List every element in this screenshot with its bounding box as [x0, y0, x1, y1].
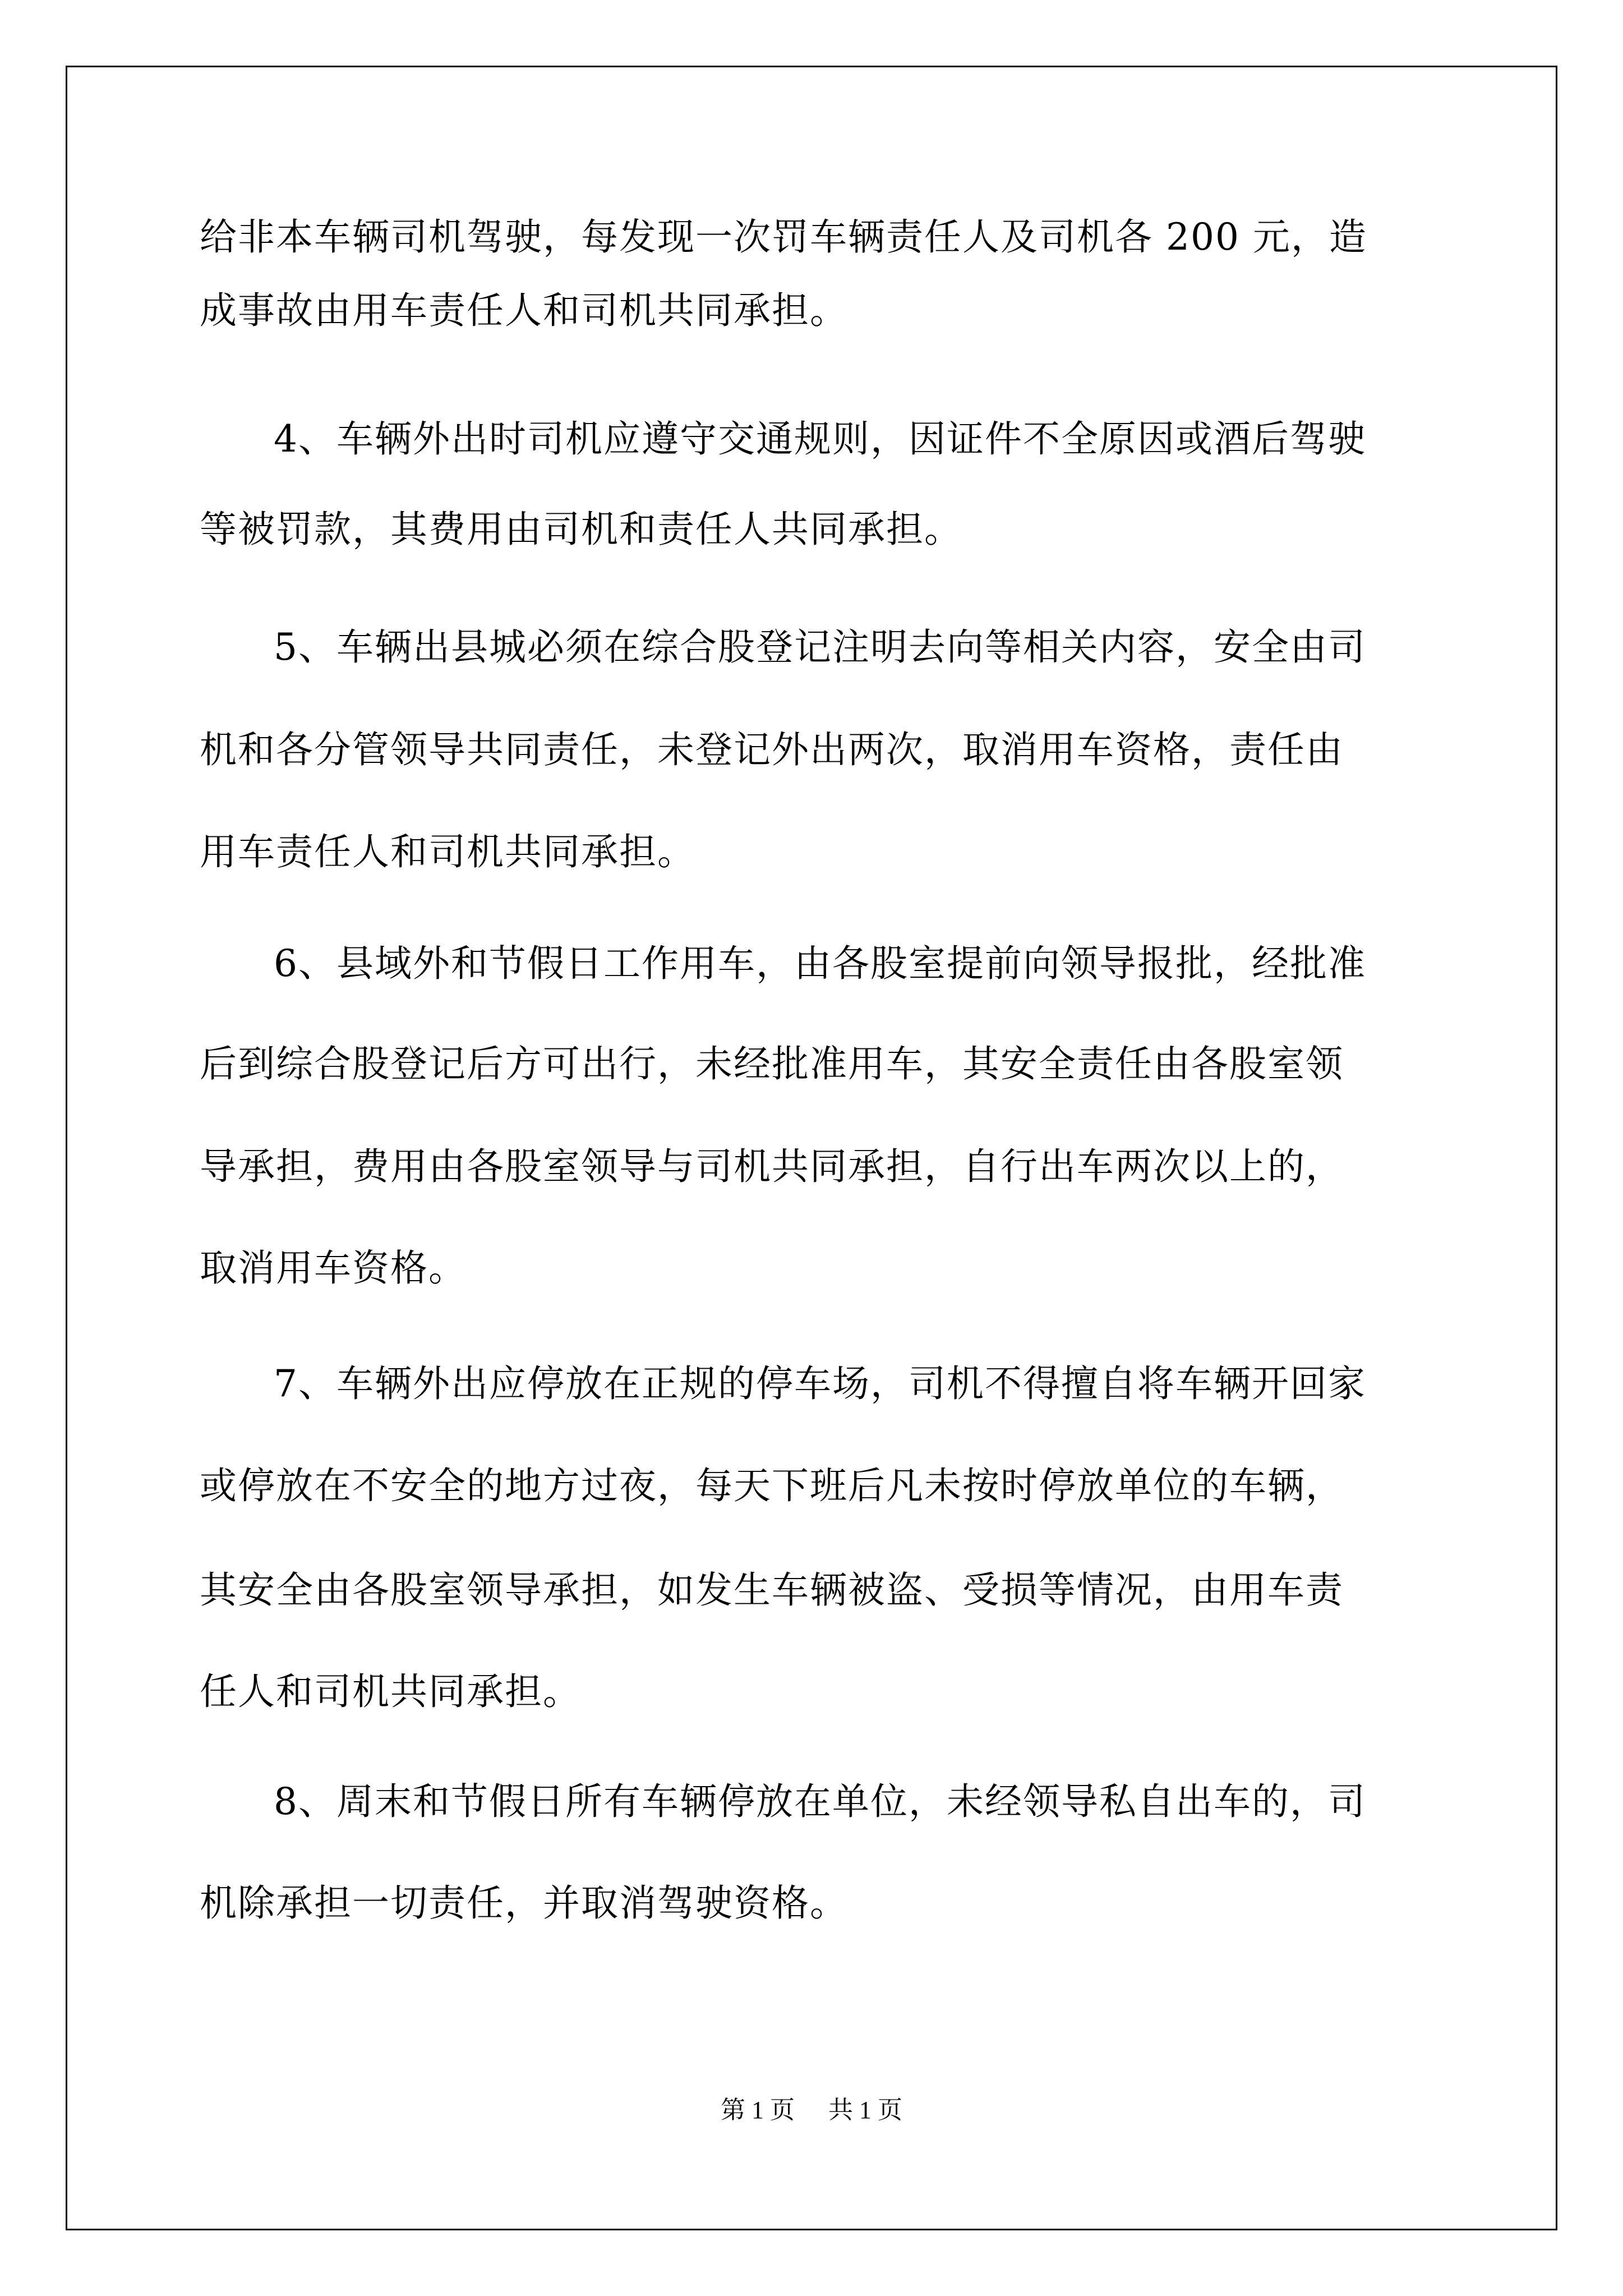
text-line: 用车责任人和司机共同承担。 [200, 830, 695, 873]
text-line: 机和各分管领导共同责任，未登记外出两次，取消用车资格，责任由 [200, 728, 1344, 771]
text-line: 后到综合股登记后方可出行，未经批准用车，其安全责任由各股室领 [200, 1042, 1344, 1085]
text-line: 5、车辆出县城必须在综合股登记注明去向等相关内容，安全由司 [274, 625, 1366, 669]
text-line: 成事故由用车责任人和司机共同承担。 [200, 289, 848, 332]
page-footer [0, 2098, 1623, 2123]
text-line: 给非本车辆司机驾驶，每发现一次罚车辆责任人及司机各 200 元，造 [200, 215, 1367, 259]
page-number: 第 1 页 [721, 2096, 795, 2124]
text-line: 4、车辆外出时司机应遵守交通规则，因证件不全原因或酒后驾驶 [274, 417, 1366, 461]
text-line: 6、县域外和节假日工作用车，由各股室提前向领导报批，经批准 [274, 942, 1366, 985]
page-total: 共 1 页 [828, 2096, 902, 2124]
text-line: 8、周末和节假日所有车辆停放在单位，未经领导私自出车的，司 [274, 1780, 1366, 1823]
text-line: 取消用车资格。 [200, 1246, 467, 1290]
text-line: 其安全由各股室领导承担，如发生车辆被盗、受损等情况，由用车责 [200, 1568, 1344, 1612]
text-line: 7、车辆外出应停放在正规的停车场，司机不得擅自将车辆开回家 [274, 1362, 1366, 1405]
text-line: 等被罚款，其费用由司机和责任人共同承担。 [200, 508, 962, 551]
text-line: 任人和司机共同承担。 [200, 1670, 581, 1713]
text-line: 机除承担一切责任，并取消驾驶资格。 [200, 1881, 848, 1925]
text-line: 导承担，费用由各股室领导与司机共同承担，自行出车两次以上的， [200, 1145, 1344, 1188]
text-line: 或停放在不安全的地方过夜，每天下班后凡未按时停放单位的车辆， [200, 1464, 1344, 1507]
